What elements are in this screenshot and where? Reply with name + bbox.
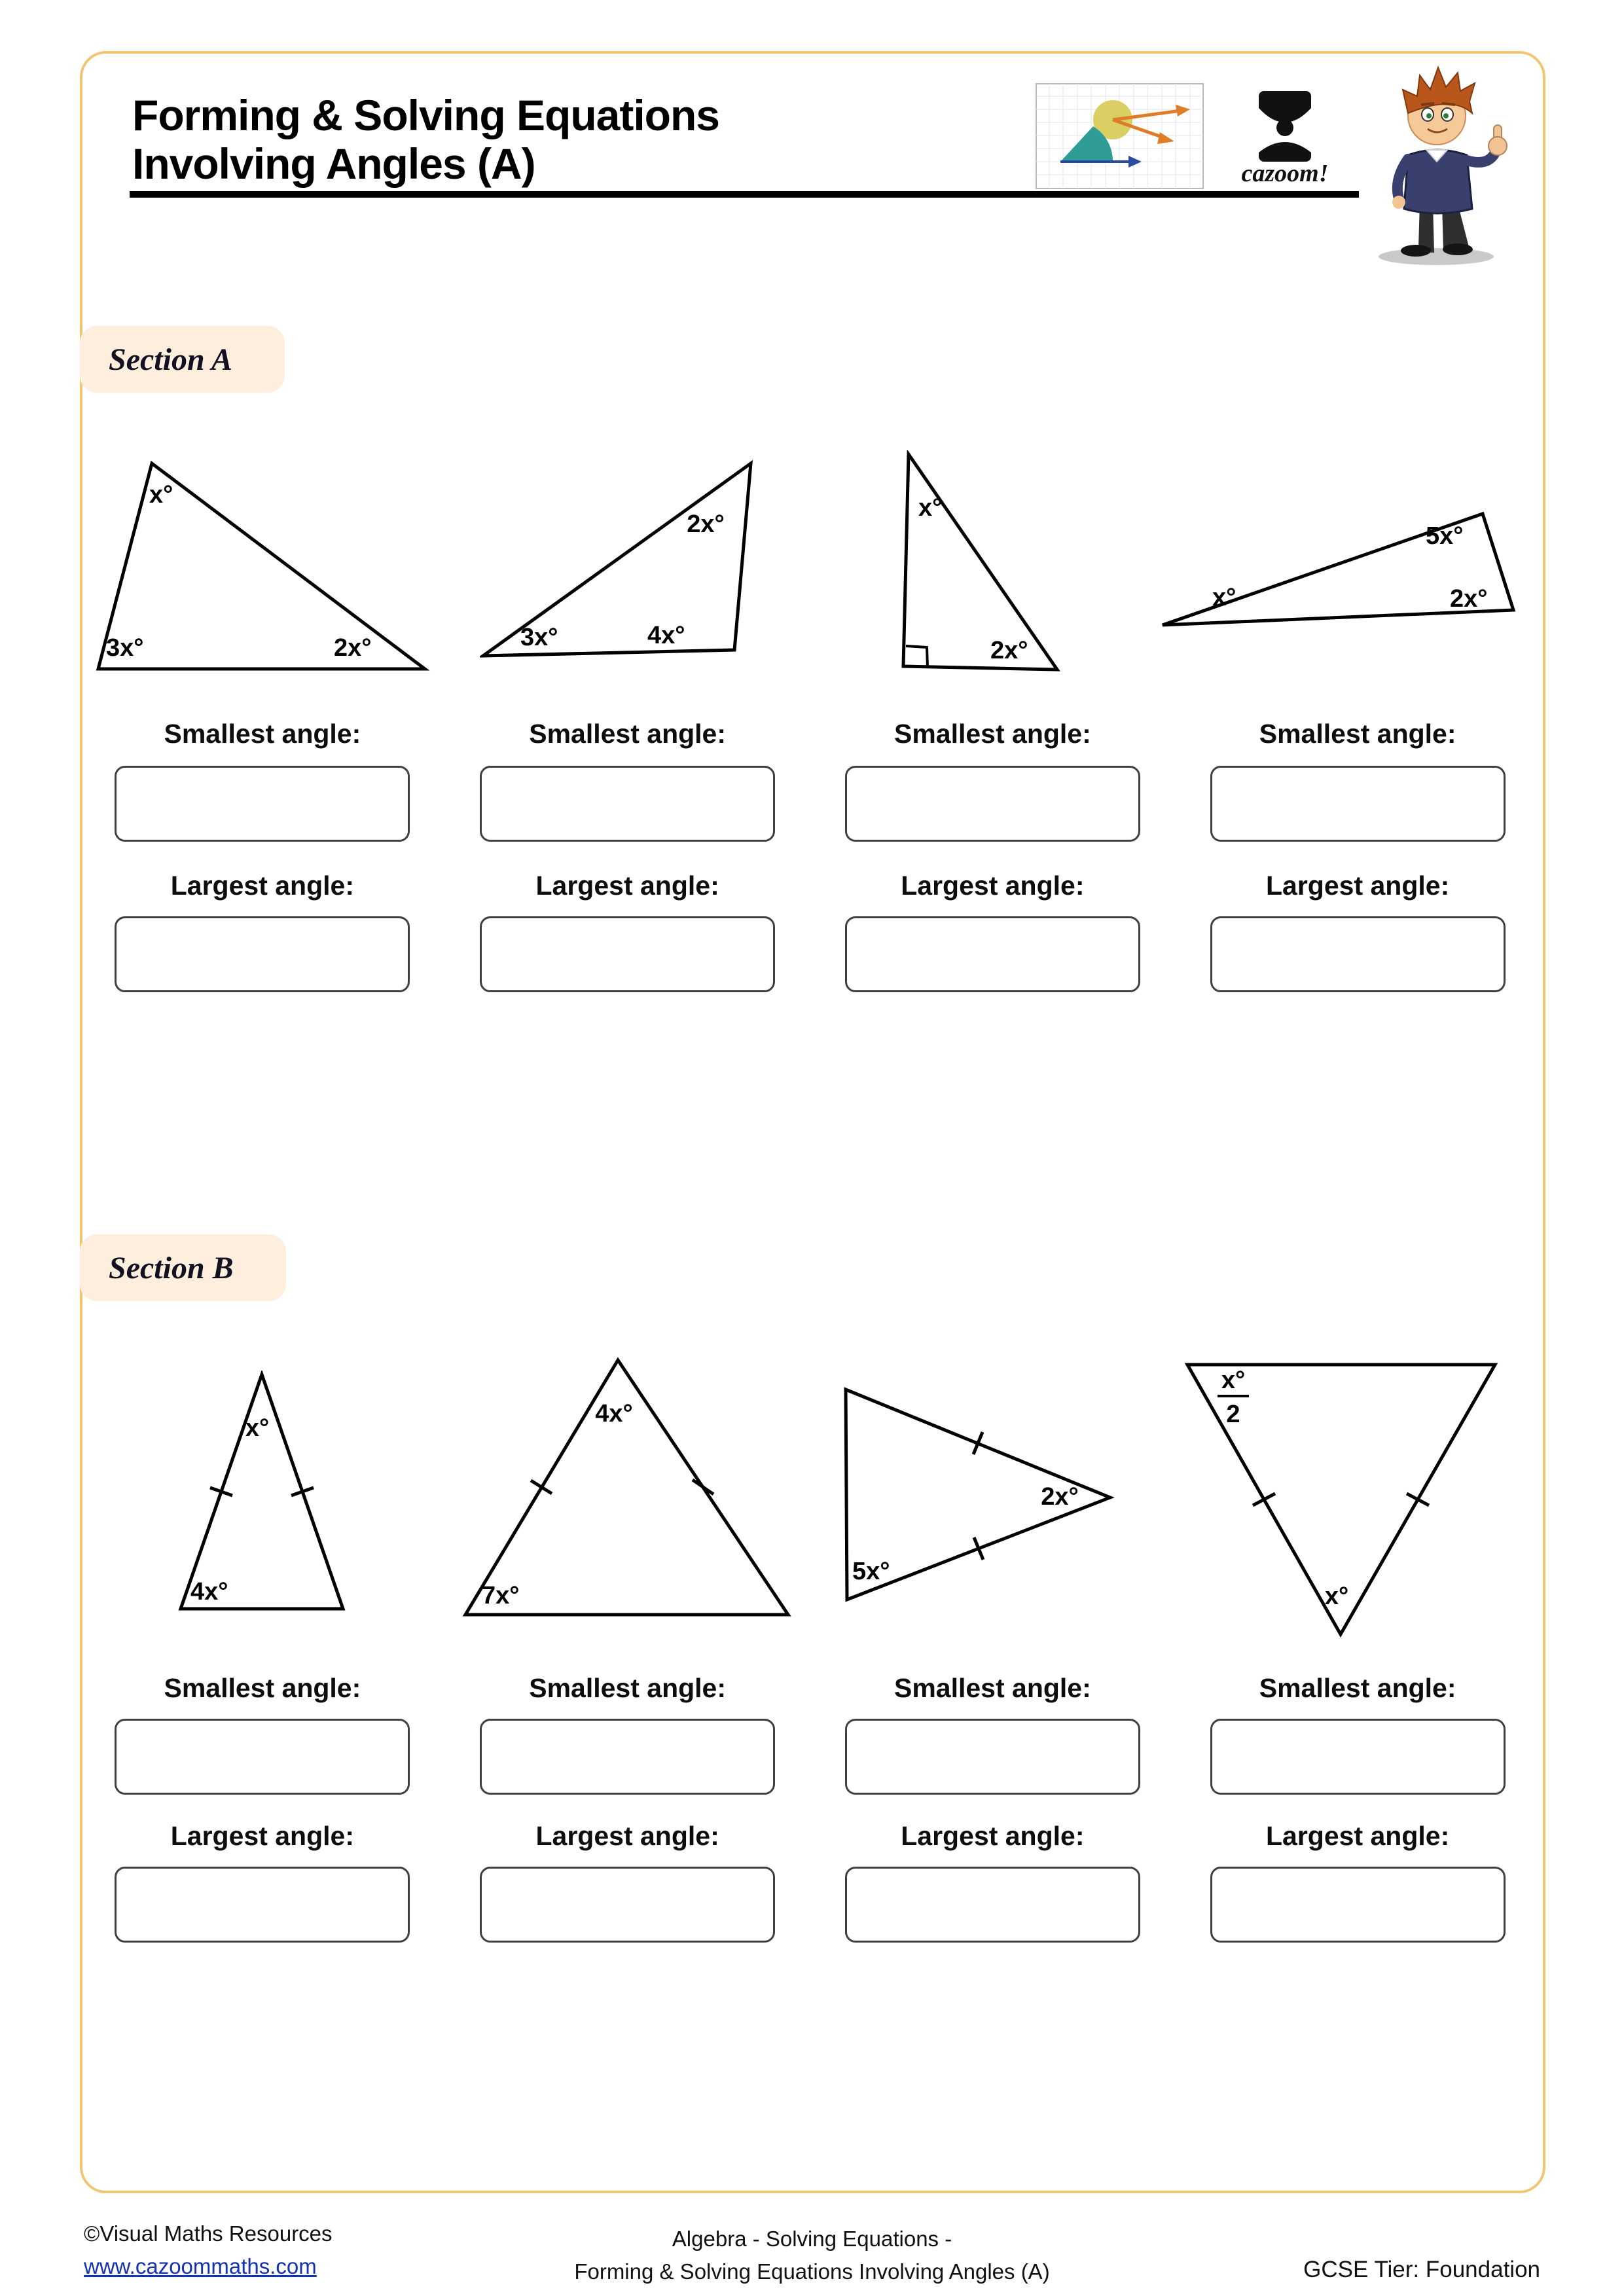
section-a-heading — [80, 326, 285, 393]
page-title — [132, 92, 719, 188]
answer-box[interactable] — [845, 1867, 1140, 1943]
answer-box[interactable] — [480, 916, 775, 992]
angle-label: x° — [1324, 1583, 1349, 1610]
answer-box[interactable] — [1210, 1719, 1506, 1795]
footer-website-link[interactable]: www.cazoommaths.com — [84, 2253, 317, 2278]
section-a-smallest-labels — [80, 719, 1540, 749]
angle-label: 3x° — [520, 624, 558, 651]
title-underline — [130, 191, 1359, 198]
section-a-smallest-boxes — [80, 766, 1540, 842]
angle-label: 4x° — [595, 1400, 633, 1427]
footer-topic-line2: Forming & Solving Equations Involving Angles (A) — [574, 2259, 1050, 2284]
angle-label: x° — [918, 494, 943, 522]
angle-label: x° — [149, 481, 173, 509]
answer-box[interactable] — [480, 766, 775, 842]
angle-label: 4x° — [647, 622, 685, 649]
answer-box[interactable] — [480, 1719, 775, 1795]
answer-box[interactable] — [1210, 1867, 1506, 1943]
triangle-a1 — [94, 458, 435, 674]
page-title-line2: Involving Angles (A) — [132, 139, 535, 188]
fraction-numerator: x° — [1221, 1367, 1246, 1394]
footer-copyright: ©Visual Maths Resources — [84, 2221, 333, 2246]
angle-label: 2x° — [687, 511, 725, 538]
answer-box[interactable] — [115, 916, 410, 992]
section-b-largest-boxes — [80, 1867, 1540, 1943]
answer-box[interactable] — [845, 766, 1140, 842]
triangle-b1 — [177, 1371, 348, 1613]
answer-box[interactable] — [1210, 916, 1506, 992]
smallest-angle-label: Smallest angle: — [164, 719, 361, 749]
cazoom-logo — [1218, 83, 1352, 189]
answer-box[interactable] — [115, 1719, 410, 1795]
angles-diagram-icon — [1036, 83, 1204, 189]
footer-topic-line1: Algebra - Solving Equations - — [672, 2227, 952, 2251]
smallest-angle-label: Smallest angle: — [529, 719, 727, 749]
section-a-label: Section A — [109, 342, 232, 377]
triangle-b2 — [462, 1356, 793, 1618]
section-b-heading — [80, 1234, 286, 1301]
angle-label: 2x° — [334, 634, 372, 662]
angle-label: 5x° — [852, 1558, 890, 1585]
largest-angle-label: Largest angle: — [535, 1821, 719, 1851]
answer-box[interactable] — [115, 1867, 410, 1943]
smallest-angle-label: Smallest angle: — [893, 719, 1091, 749]
tick-mark — [693, 1480, 713, 1494]
angle-label: 7x° — [482, 1582, 520, 1609]
cazoom-mascot — [1374, 58, 1519, 269]
answer-box[interactable] — [115, 766, 410, 842]
largest-angle-label: Largest angle: — [901, 870, 1085, 901]
triangle-b3 — [840, 1386, 1115, 1605]
angle-label: 2x° — [990, 637, 1028, 664]
right-angle-marker — [906, 646, 928, 668]
largest-angle-label: Largest angle: — [170, 870, 354, 901]
answer-box[interactable] — [480, 1867, 775, 1943]
smallest-angle-label: Smallest angle: — [1259, 719, 1456, 749]
tick-mark — [531, 1480, 552, 1494]
smallest-angle-label: Smallest angle: — [893, 1673, 1091, 1703]
triangle-a2 — [480, 457, 761, 663]
tick-mark — [1253, 1494, 1275, 1505]
answer-box[interactable] — [1210, 766, 1506, 842]
largest-angle-label: Largest angle: — [901, 1821, 1085, 1851]
section-b-largest-labels — [80, 1821, 1540, 1852]
section-b-label: Section B — [109, 1250, 234, 1285]
page-title-line1: Forming & Solving Equations — [132, 91, 719, 139]
smallest-angle-label: Smallest angle: — [529, 1673, 727, 1703]
angle-label: 2x° — [1041, 1483, 1079, 1511]
section-b-smallest-labels — [80, 1673, 1540, 1704]
fraction-denominator: 2 — [1226, 1401, 1240, 1428]
triangle-a4 — [1159, 509, 1519, 630]
angle-label: 5x° — [1426, 522, 1464, 550]
section-b-smallest-boxes — [80, 1719, 1540, 1795]
triangle-b4 — [1182, 1361, 1500, 1639]
largest-angle-label: Largest angle: — [170, 1821, 354, 1851]
largest-angle-label: Largest angle: — [1266, 870, 1450, 901]
cazoom-logo-text: cazoom! — [1241, 160, 1329, 187]
angle-label: x° — [1212, 584, 1236, 611]
answer-box[interactable] — [845, 916, 1140, 992]
triangle-a3 — [900, 450, 1064, 676]
section-a-largest-boxes — [80, 916, 1540, 992]
footer-tier: GCSE Tier: Foundation — [1303, 2257, 1540, 2282]
angle-label: x° — [245, 1414, 270, 1442]
largest-angle-label: Largest angle: — [1266, 1821, 1450, 1851]
tick-mark — [1407, 1494, 1429, 1505]
answer-box[interactable] — [845, 1719, 1140, 1795]
section-a-largest-labels — [80, 870, 1540, 901]
smallest-angle-label: Smallest angle: — [164, 1673, 361, 1703]
angle-label: 2x° — [1450, 585, 1488, 613]
angle-label: 3x° — [106, 634, 144, 662]
largest-angle-label: Largest angle: — [535, 870, 719, 901]
smallest-angle-label: Smallest angle: — [1259, 1673, 1456, 1703]
angle-label: 4x° — [190, 1578, 228, 1605]
